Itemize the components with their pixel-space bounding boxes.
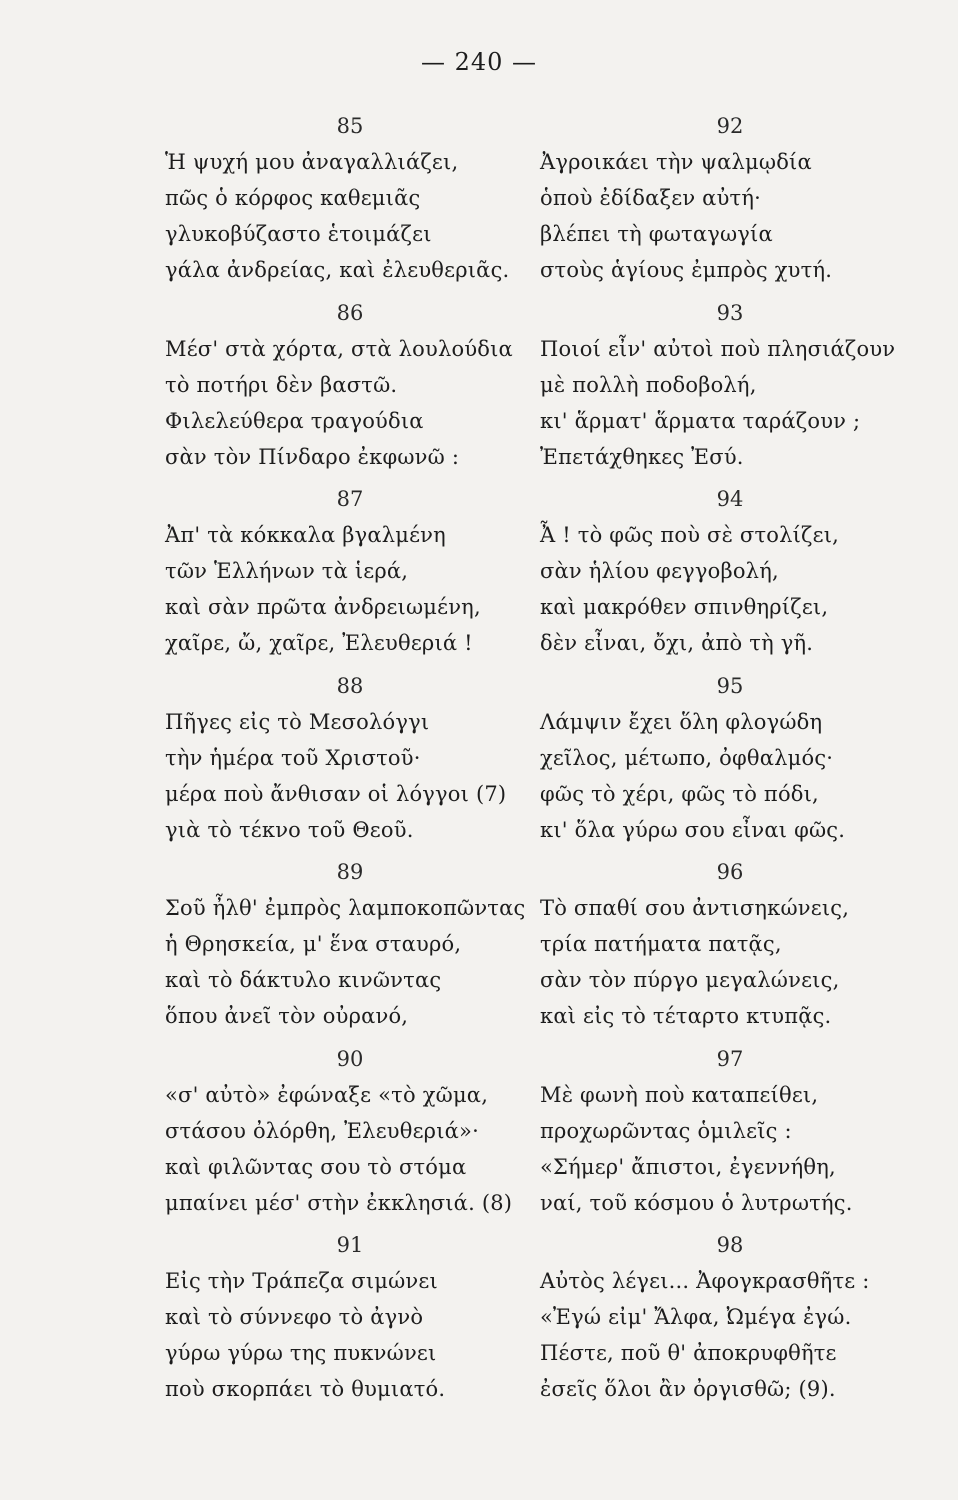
verse-line: χεῖλος, μέτωπο, ὀφθαλμός·: [540, 745, 834, 770]
stanza: [165, 854, 565, 1041]
stanza-number: 92: [716, 114, 744, 138]
stanza-number: 98: [716, 1233, 744, 1257]
verse-line: μὲ πολλὴ ποδοβολή,: [540, 372, 757, 397]
verse-line: Ἆ ! τὸ φῶς ποὺ σὲ στολίζει,: [540, 523, 840, 547]
stanza-number: 87: [336, 487, 364, 511]
verse-line: προχωρῶντας ὁμιλεῖς :: [540, 1118, 792, 1143]
stanza: [165, 295, 565, 482]
stanza: [540, 481, 940, 668]
verse-line: καὶ τὸ δάκτυλο κινῶντας: [165, 968, 442, 992]
verse-line: Αὐτὸς λέγει... Ἀφογκρασθῆτε :: [540, 1269, 870, 1293]
verse-line: Φιλελεύθερα τραγούδια: [165, 408, 424, 433]
left-column: [165, 108, 565, 1414]
verse-line: χαῖρε, ὤ, χαῖρε, Ἐλευθεριά !: [165, 631, 473, 655]
page-number: — 240 —: [420, 48, 538, 76]
stanza-number: 94: [716, 487, 744, 511]
verse-line: στάσου ὀλόρθη, Ἐλευθεριά»·: [165, 1118, 479, 1143]
stanza: [540, 1041, 940, 1228]
verse-line: Ἡ ψυχή μου ἀναγαλλιάζει,: [165, 150, 459, 174]
verse-line: ὁποὺ ἐδίδαξεν αὐτή·: [540, 186, 762, 210]
verse-line: καὶ μακρόθεν σπινθηρίζει,: [540, 595, 829, 619]
verse-line: σὰν τὸν Πίνδαρο ἐκφωνῶ :: [165, 444, 460, 469]
verse-line: κι' ὅλα γύρω σου εἶναι φῶς.: [540, 817, 846, 842]
verse-line: φῶς τὸ χέρι, φῶς τὸ πόδι,: [540, 781, 819, 806]
verse-line: καὶ φιλῶντας σου τὸ στόμα: [165, 1154, 467, 1179]
stanza: [165, 481, 565, 668]
verse-line: ναί, τοῦ κόσμου ὁ λυτρωτής.: [540, 1190, 853, 1215]
verse-line: πῶς ὁ κόρφος καθεμιᾶς: [165, 186, 421, 210]
verse-line: τὸ ποτήρι δὲν βαστῶ.: [165, 372, 398, 397]
stanza: [165, 1041, 565, 1228]
verse-line: σὰν τὸν πύργο μεγαλώνεις,: [540, 968, 840, 992]
stanza-number: 88: [336, 673, 364, 698]
verse-line: βλέπει τὴ φωταγωγία: [540, 222, 773, 246]
verse-line: γιὰ τὸ τέκνο τοῦ Θεοῦ.: [165, 817, 414, 842]
verse-line: ὅπου ἀνεῖ τὸν οὐρανό,: [165, 1004, 409, 1028]
verse-line: καὶ σὰν πρῶτα ἀνδρειωμένη,: [165, 595, 481, 619]
verse-line: Μὲ φωνὴ ποὺ καταπείθει,: [540, 1082, 819, 1107]
stanza-number: 86: [336, 300, 364, 325]
verse-line: «σ' αὐτὸ» ἐφώναξε «τὸ χῶμα,: [165, 1082, 489, 1107]
right-column: [540, 108, 940, 1414]
stanza: [540, 295, 940, 482]
verse-line: μπαίνει μέσ' στὴν ἐκκλησιά. (8): [165, 1190, 513, 1215]
verse-line: ἐσεῖς ὅλοι ἂν ὀργισθῶ; (9).: [540, 1377, 836, 1401]
verse-line: μέρα ποὺ ἄνθισαν οἱ λόγγοι (7): [165, 781, 507, 806]
stanza-number: 90: [336, 1046, 364, 1071]
verse-line: Πέστε, ποῦ θ' ἀποκρυφθῆτε: [540, 1341, 837, 1365]
verse-line: τὴν ἡμέρα τοῦ Χριστοῦ·: [165, 745, 421, 770]
verse-line: καὶ εἰς τὸ τέταρτο κτυπᾷς.: [540, 1004, 832, 1028]
stanza-number: 85: [336, 114, 364, 138]
verse-line: «Σήμερ' ἄπιστοι, ἐγεννήθη,: [540, 1154, 836, 1179]
verse-line: Ἐπετάχθηκες Ἐσύ.: [540, 444, 744, 469]
verse-line: Εἰς τὴν Τράπεζα σιμώνει: [165, 1269, 438, 1293]
stanza: [165, 1227, 565, 1414]
verse-line: σὰν ἡλίου φεγγοβολή,: [540, 559, 779, 583]
verse-line: Ποιοί εἶν' αὐτοὶ ποὺ πλησιάζουν: [540, 336, 896, 361]
stanza-number: 96: [716, 860, 744, 884]
stanza-number: 95: [716, 673, 744, 698]
verse-line: «Ἐγώ εἰμ' Ἄλφα, Ὠμέγα ἐγώ.: [540, 1305, 852, 1329]
stanza: [540, 1227, 940, 1414]
verse-line: Μέσ' στὰ χόρτα, στὰ λουλούδια: [165, 336, 513, 361]
verse-line: Σοῦ ἦλθ' ἐμπρὸς λαμποκοπῶντας: [165, 896, 526, 920]
verse-line: στοὺς ἁγίους ἐμπρὸς χυτή.: [540, 258, 833, 282]
stanza: [165, 108, 565, 295]
stanza: [165, 668, 565, 855]
stanza: [540, 854, 940, 1041]
verse-line: τῶν Ἑλλήνων τὰ ἱερά,: [165, 559, 409, 583]
verse-line: Τὸ σπαθί σου ἀντισηκώνεις,: [540, 896, 850, 920]
stanza-number: 93: [716, 300, 744, 325]
verse-line: κι' ἅρματ' ἅρματα ταράζουν ;: [540, 408, 861, 433]
verse-line: ἡ Θρησκεία, μ' ἕνα σταυρό,: [165, 932, 462, 956]
verse-line: Λάμψιν ἔχει ὅλη φλογώδη: [540, 709, 823, 734]
verse-line: δὲν εἶναι, ὄχι, ἀπὸ τὴ γῆ.: [540, 631, 814, 655]
verse-line: Ἀγροικάει τὴν ψαλμῳδία: [540, 150, 812, 174]
verse-line: ποὺ σκορπάει τὸ θυμιατό.: [165, 1377, 446, 1401]
stanza-number: 89: [336, 860, 364, 884]
stanza-number: 97: [716, 1046, 744, 1071]
verse-line: γλυκοβύζαστο ἑτοιμάζει: [165, 222, 432, 246]
verse-line: Ἀπ' τὰ κόκκαλα βγαλμένη: [165, 523, 446, 547]
verse-line: καὶ τὸ σύννεφο τὸ ἀγνὸ: [165, 1305, 424, 1329]
verse-line: γύρω γύρω της πυκνώνει: [165, 1341, 437, 1365]
verse-line: τρία πατήματα πατᾷς,: [540, 932, 782, 956]
stanza: [540, 668, 940, 855]
verse-line: γάλα ἀνδρείας, καὶ ἐλευθεριᾶς.: [165, 258, 510, 282]
stanza-number: 91: [336, 1233, 364, 1257]
verse-line: Πῆγες εἰς τὸ Μεσολόγγι: [165, 709, 430, 734]
stanza: [540, 108, 940, 295]
